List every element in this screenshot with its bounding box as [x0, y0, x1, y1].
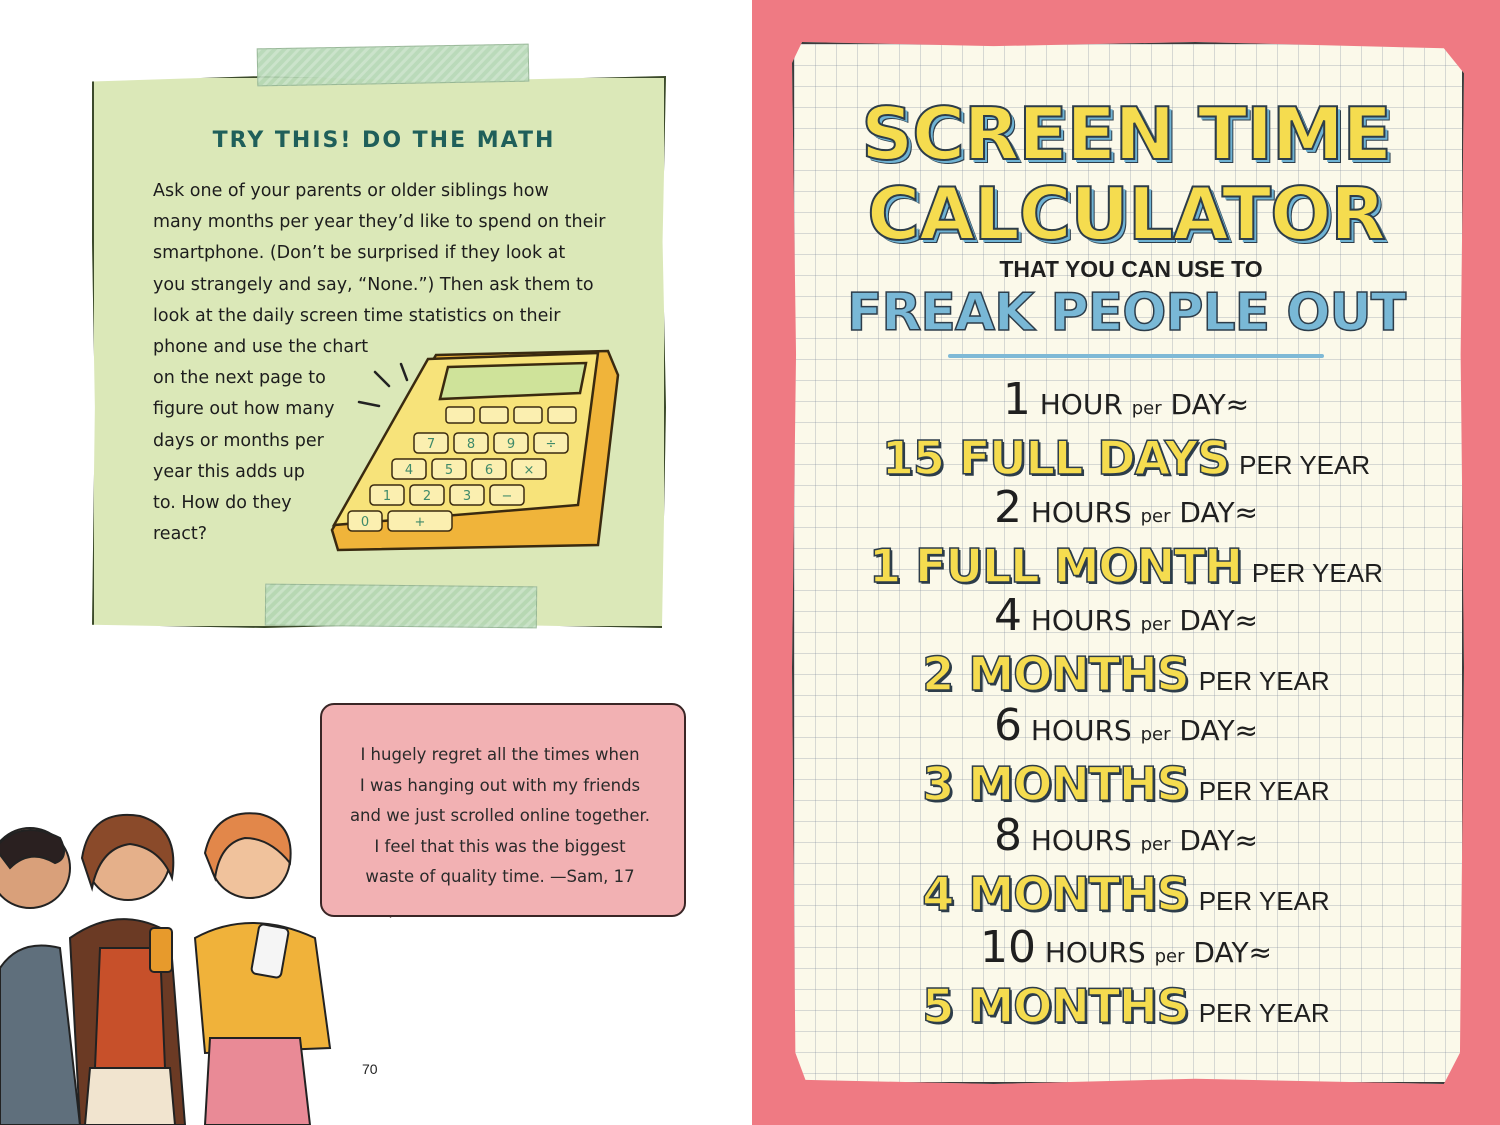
card-body-line: you strangely and say, “None.”) Then ask them to: [153, 274, 594, 295]
rate-per: per: [1140, 506, 1171, 527]
rate-unit: HOURS: [1044, 936, 1146, 969]
rate-entry: [752, 922, 1500, 1044]
rate-hours: 4: [993, 590, 1022, 641]
rate-hours-row: [752, 482, 1500, 539]
rate-hours: 2: [993, 482, 1022, 533]
calculator-key-label: 0: [360, 515, 370, 530]
rate-unit: HOURS: [1030, 496, 1132, 529]
rate-hours: 6: [993, 700, 1022, 751]
rate-unit: HOURS: [1030, 824, 1132, 857]
calculator-key: [514, 407, 542, 423]
card-body-line: to. How do they: [153, 493, 292, 514]
calculator-illustration: [328, 345, 628, 560]
rate-per-year: PER YEAR: [1198, 776, 1330, 806]
calculator-key-label: 3: [462, 489, 472, 504]
rate-hours: 8: [993, 810, 1022, 861]
rate-per: per: [1154, 946, 1185, 967]
card-body-line: look at the daily screen time statistics on their: [153, 305, 561, 326]
rate-result-row: [752, 647, 1500, 712]
rate-entry: [752, 700, 1500, 822]
title-line-2: CALCULATOR: [867, 172, 1385, 256]
rate-unit: HOURS: [1030, 604, 1132, 637]
rate-result: 1 FULL MONTH: [869, 539, 1242, 593]
title-subtitle: THAT YOU CAN USE TO: [999, 256, 1263, 282]
rate-day: DAY≈: [1179, 496, 1259, 529]
quote-line: I was hanging out with my friends: [359, 775, 641, 795]
rate-entry: [752, 810, 1500, 932]
title-highlight: FREAK PEOPLE OUT: [846, 283, 1406, 343]
page-number: 70: [362, 1061, 378, 1077]
title-divider: [948, 354, 1324, 358]
rate-unit: HOUR: [1039, 388, 1123, 421]
card-body-line: year this adds up: [153, 461, 305, 482]
rate-hours-row: [752, 810, 1500, 867]
calculator-key-label: +: [414, 515, 426, 530]
calculator-key: [446, 407, 474, 423]
rate-result-row: [752, 757, 1500, 822]
card-body-line: figure out how many: [153, 399, 335, 420]
rate-hours-row: [752, 374, 1500, 431]
rate-hours-row: [752, 590, 1500, 647]
rate-result: 5 MONTHS: [922, 979, 1189, 1033]
rate-hours-row: [752, 922, 1500, 979]
rate-per: per: [1140, 834, 1171, 855]
rate-entry: [752, 482, 1500, 604]
calculator-key-label: 2: [422, 489, 432, 504]
rate-hours: 10: [979, 922, 1036, 973]
calculator-key-label: −: [501, 489, 513, 504]
card-body-line: many months per year they’d like to spend on their: [153, 212, 606, 233]
calculator-key-label: 9: [506, 437, 516, 452]
calculator-key-label: ÷: [545, 437, 557, 452]
calculator-key-label: 7: [426, 437, 436, 452]
rate-per-year: PER YEAR: [1198, 998, 1330, 1028]
tape-bottom: [265, 584, 537, 629]
rate-per-year: PER YEAR: [1198, 886, 1330, 916]
rate-unit: HOURS: [1030, 714, 1132, 747]
rate-per-year: PER YEAR: [1239, 450, 1371, 480]
rate-result: 4 MONTHS: [922, 867, 1189, 921]
quote-line: and we just scrolled online together.: [349, 806, 651, 825]
calculator-key-label: 6: [484, 463, 494, 478]
tape-top: [257, 44, 530, 87]
card-body-line: Ask one of your parents or older siblings how: [153, 181, 549, 201]
card-body-line: days or months per: [153, 430, 324, 451]
quote-text: [330, 740, 670, 893]
rate-result: 2 MONTHS: [922, 647, 1189, 701]
calculator-key-label: 1: [382, 489, 392, 504]
rate-result-row: [752, 979, 1500, 1044]
calculator-key-label: 5: [444, 463, 454, 478]
card-body-line: smartphone. (Don’t be surprised if they look at: [153, 243, 566, 264]
rate-day: DAY≈: [1193, 936, 1273, 969]
quote-line: I feel that this was the biggest: [374, 836, 626, 856]
rate-entry: [752, 374, 1500, 496]
card-body-line: phone and use the chart: [153, 337, 369, 358]
rate-hours: 1: [1002, 374, 1031, 425]
rate-result: 3 MONTHS: [922, 757, 1189, 811]
teens-with-phones-illustration: [0, 808, 340, 1125]
calculator-key-label: ×: [523, 463, 535, 478]
rate-hours-row: [752, 700, 1500, 757]
rate-per: per: [1140, 614, 1171, 635]
quote-line: I hugely regret all the times when: [360, 745, 640, 764]
card-body-line: on the next page to: [153, 368, 326, 389]
rate-entry: [752, 590, 1500, 712]
title-line-1: SCREEN TIME: [861, 92, 1391, 176]
rate-day: DAY≈: [1179, 714, 1259, 747]
rate-result: 15 FULL DAYS: [881, 431, 1230, 485]
calculator-key: [480, 407, 508, 423]
quote-line: waste of quality time. —Sam, 17: [365, 867, 635, 886]
rate-per: per: [1140, 724, 1171, 745]
rate-day: DAY≈: [1170, 388, 1250, 421]
rate-per: per: [1131, 398, 1162, 419]
card-title: TRY THIS! DO THE MATH: [212, 128, 556, 153]
calculator-key-label: 4: [404, 463, 414, 478]
rate-day: DAY≈: [1179, 824, 1259, 857]
calculator-key-label: 8: [466, 437, 476, 452]
card-body-line: react?: [153, 524, 208, 545]
rate-per-year: PER YEAR: [1198, 666, 1330, 696]
calculator-key: [548, 407, 576, 423]
rate-per-year: PER YEAR: [1251, 558, 1383, 588]
rate-result-row: [752, 867, 1500, 932]
rate-day: DAY≈: [1179, 604, 1259, 637]
